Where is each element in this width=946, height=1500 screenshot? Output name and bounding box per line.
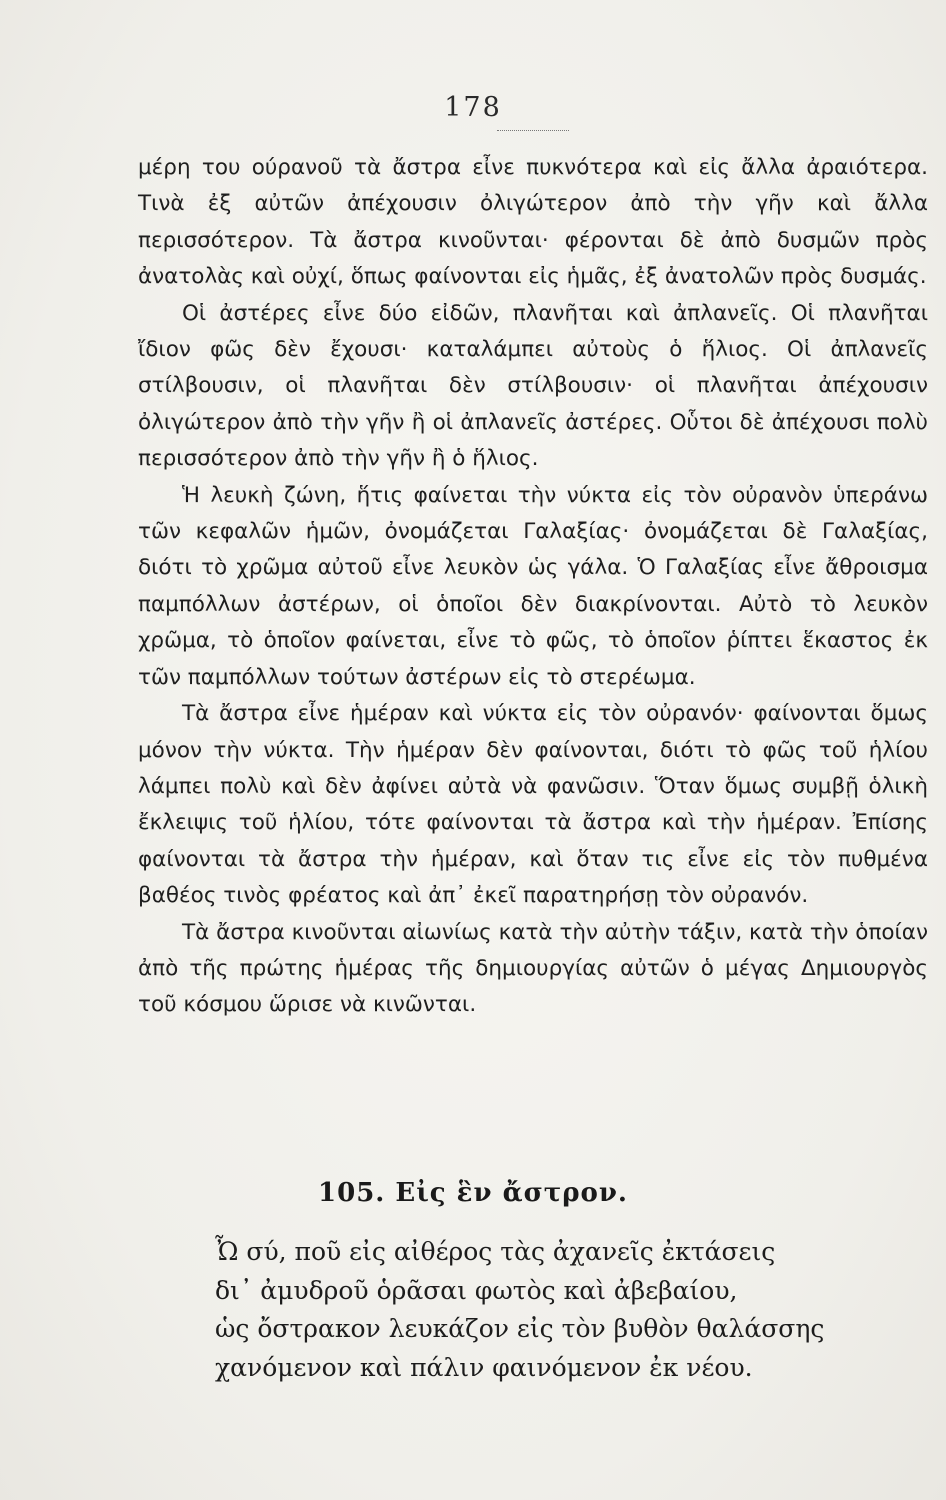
paragraph: Ἡ λευκὴ ζώνη, ἥτις φαίνεται τὴν νύκτα εἰς τὸν οὐρανὸν ὑπεράνω τῶν κεφαλῶν ἡμῶν, ὀνομάζεται Γαλαξίας· ὀνομάζεται δὲ Γαλαξίας, διότι τὸ χρῶμα αὐτοῦ εἶνε λευκὸν ὡς γάλα. Ὁ Γαλαξίας εἶνε ἄθροισμα παμπόλλων ἀστέρων, οἱ ὁποῖοι δὲν διακρίνονται. Αὐτὸ τὸ λευκὸν χρῶμα, τὸ ὁποῖον φαίνεται, εἶνε τὸ φῶς, τὸ ὁποῖον ῥίπτει ἕκαστος ἐκ τῶν παμπόλλων τούτων ἀστέρων εἰς τὸ στερέωμα.: [138, 482, 928, 690]
paragraph: Οἱ ἀστέρες εἶνε δύο εἰδῶν, πλανῆται καὶ ἀπλανεῖς. Οἱ πλανῆται ἴδιον φῶς δὲν ἔχουσι· καταλάμπει αὐτοὺς ὁ ἥλιος. Οἱ ἀπλανεῖς στίλβουσιν, οἱ πλανῆται δὲν στίλβουσιν· οἱ πλανῆται ἀπέχουσιν ὀλιγώτερον ἀπὸ τὴν γῆν ἢ οἱ ἀπλανεῖς ἀστέρες. Οὗτοι δὲ ἀπέχουσι πολὺ περισσότερον ἀπὸ τὴν γῆν ἢ ὁ ἥλιος.: [138, 300, 928, 472]
poem-line: ὡς ὄστρακον λευκάζον εἰς τὸν βυθὸν θαλάσσης: [215, 1314, 825, 1343]
page-number-rule: [497, 130, 569, 131]
page-number: 178: [444, 92, 502, 123]
body-text: [138, 150, 928, 1024]
poem-line: Ὦ σύ, ποῦ εἰς αἰθέρος τὰς ἀχανεῖς ἐκτάσεις: [215, 1237, 776, 1266]
paragraph: Τὰ ἄστρα κινοῦνται αἰωνίως κατὰ τὴν αὐτὴν τάξιν, κατὰ τὴν ὁποίαν ἀπὸ τῆς πρώτης ἡμέρας τῆς δημιουργίας αὐτῶν ὁ μέγας Δημιουργὸς τοῦ κόσμου ὥρισε νὰ κινῶνται.: [138, 919, 928, 1018]
poem-line: χανόμενον καὶ πάλιν φαινόμενον ἐκ νέου.: [215, 1352, 753, 1382]
poem-line: δι᾽ ἀμυδροῦ ὁρᾶσαι φωτὸς καὶ ἀβεβαίου,: [215, 1275, 738, 1305]
paragraph: Τὰ ἄστρα εἶνε ἡμέραν καὶ νύκτα εἰς τὸν οὐρανόν· φαίνονται ὅμως μόνον τὴν νύκτα. Τὴν ἡμέραν δὲν φαίνονται, διότι τὸ φῶς τοῦ ἡλίου λάμπει πολὺ καὶ δὲν ἀφίνει αὐτὰ νὰ φανῶσιν. Ὅταν ὅμως συμβῇ ὁλικὴ ἔκλειψις τοῦ ἡλίου, τότε φαίνονται τὰ ἄστρα καὶ τὴν ἡμέραν. Ἐπίσης φαίνονται τὰ ἄστρα τὴν ἡμέραν, καὶ ὅταν τις εἶνε εἰς τὸν πυθμένα βαθέος τινὸς φρέατος καὶ ἀπ᾽ ἐκεῖ παρατηρήσῃ τὸν οὐρανόν.: [138, 701, 928, 909]
section-title: 105. Εἰς ἓν ἄστρον.: [318, 1178, 628, 1208]
paragraph: μέρη του ούρανοῦ τὰ ἄστρα εἶνε πυκνότερα καὶ εἰς ἄλλα ἀραιότερα. Τινὰ ἐξ αὐτῶν ἀπέχουσιν ὀλιγώτερον ἀπὸ τὴν γῆν καὶ ἄλλα περισσότερον. Τὰ ἄστρα κινοῦνται· φέρονται δὲ ἀπὸ δυσμῶν πρὸς ἀνατολὰς καὶ οὐχί, ὅπως φαίνονται εἰς ἡμᾶς, ἐξ ἀνατολῶν πρὸς δυσμάς.: [138, 155, 928, 290]
poem: [215, 1233, 915, 1387]
